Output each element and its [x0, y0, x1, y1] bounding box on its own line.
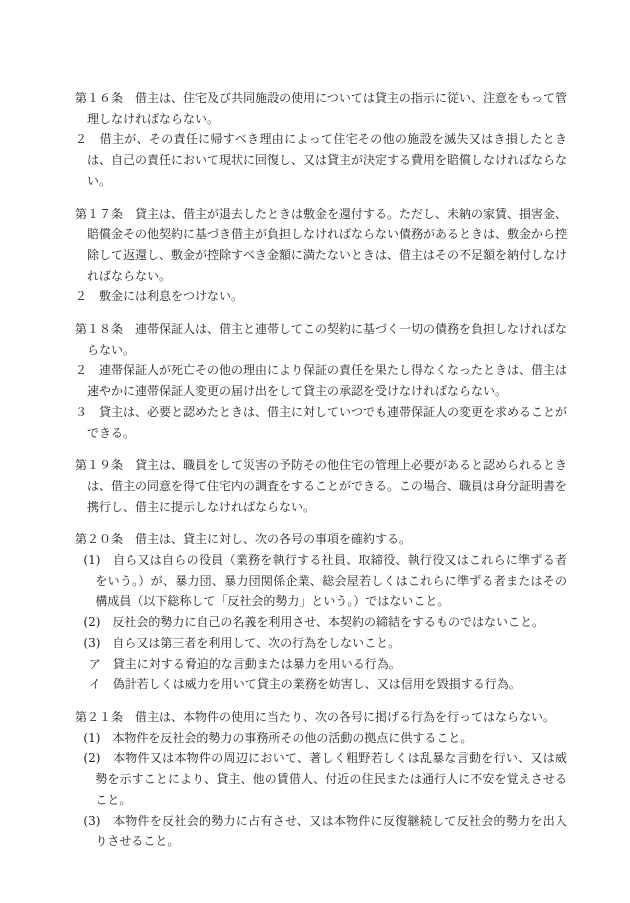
article-20-item-1: (1) 自ら又は自らの役員（業務を執行する社員、取締役、執行役又はこれらに準ずる者をいう。）が、暴力団、暴力団関係企業、総会屋若しくはこれらに準ずる者またはその構成員（以下総称して「反社会的勢力」という。）ではないこと。	[83, 553, 567, 609]
article-21-item-2: (2) 本物件又は本物件の周辺において、著しく粗野若しくは乱暴な言動を行い、又は威勢を示すことにより、貸主、他の賃借人、付近の住民または通行人に不安を覚えさせること。	[83, 751, 567, 807]
article-21-item-3: (3) 本物件を反社会的勢力に占有させ、又は本物件に反復継続して反社会的勢力を出入りさせること。	[83, 813, 567, 849]
article-18-para-2: ２ 連帯保証人が死亡その他の理由により保証の責任を果たし得なくなったときは、借主は速やかに連帯保証人変更の届け出をして貸主の承認を受けなければならない。	[75, 363, 568, 399]
article-16-para-2: ２ 借主が、その責任に帰すべき理由によって住宅その他の施設を滅失又はき損したときは、自己の責任において現状に回復し、又は貸主が決定する費用を賠償しなければならない。	[75, 132, 568, 188]
article-18-heading: 第１８条 連帯保証人は、借主と連帯してこの契約に基づく一切の債務を負担しなければならない。	[75, 322, 568, 357]
article-20-heading: 第２０条 借主は、貸主に対し、次の各号の事項を確約する。	[75, 532, 412, 547]
article-17-para-2: ２ 敷金には利息をつけない。	[75, 289, 244, 304]
article-20-item-3-sub-a: ア 貸主に対する脅迫的な言動または暴力を用いる行為。	[88, 656, 401, 671]
article-21-section	[75, 707, 567, 852]
article-17-heading: 第１７条 貸主は、借主が退去したときは敷金を還付する。ただし、未納の家賃、損害金、賠償金その他契約に基づき借主が負担しなければならない債務があるときは、敷金から控除して返還し、敷金が控除すべき金額に満たないときは、借主はその不足額を納付しなければならない。	[75, 206, 568, 283]
article-16-section	[75, 88, 567, 192]
article-21-heading: 第２１条 借主は、本物件の使用に当たり、次の各号に掲げる行為を行ってはならない。	[75, 709, 556, 724]
article-16-heading: 第１６条 借主は、住宅及び共同施設の使用については貸主の指示に従い、注意をもって管理しなければならない。	[75, 91, 567, 126]
article-21-item-1: (1) 本物件を反社会的勢力の事務所その他の活動の拠点に供すること。	[83, 730, 473, 745]
article-20-item-2: (2) 反社会的勢力に自己の名義を利用させ、本契約の締結をするものではないこと。	[83, 615, 545, 630]
article-19-heading: 第１９条 貸主は、職員をして災害の予防その他住宅の管理上必要があると認められるときは、借主の同意を得て住宅内の調査をすることができる。この場合、職員は身分証明書を携行し、借主に提示しなければならない。	[75, 458, 568, 514]
article-18-para-3: ３ 貸主は、必要と認めたときは、借主に対していつでも連帯保証人の変更を求めることができる。	[75, 404, 568, 440]
article-18-section	[75, 319, 567, 443]
article-20-item-3-sub-i: イ 偽計若しくは威力を用いて貸主の業務を妨害し、又は信用を毀損する行為。	[88, 677, 521, 692]
article-17-section	[75, 204, 567, 308]
article-20-section	[75, 529, 567, 695]
article-19-section	[75, 455, 567, 517]
article-20-item-3: (3) 自ら又は第三者を利用して、次の行為をしないこと。	[83, 635, 401, 650]
